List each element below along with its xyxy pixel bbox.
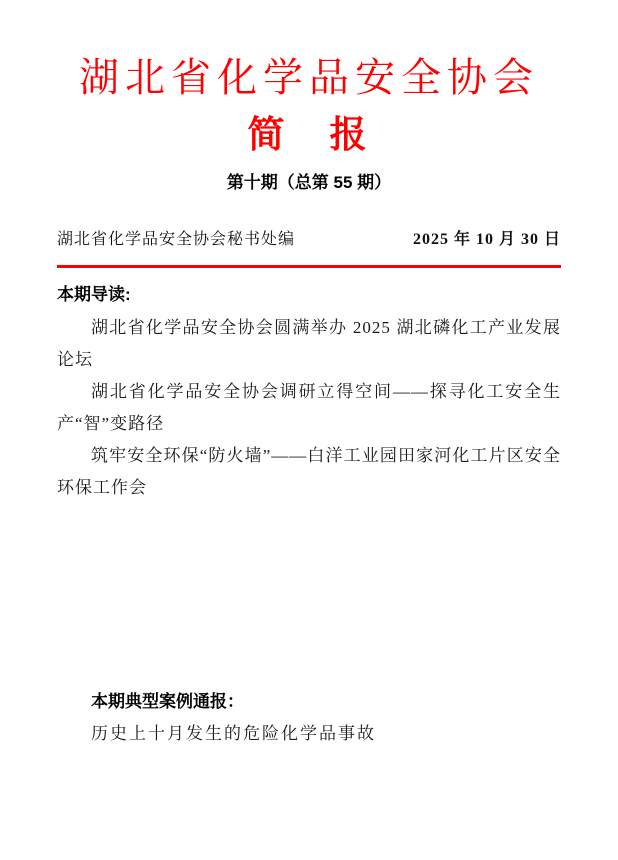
digest-item: 筑牢安全环保“防火墙”——白洋工业园田家河化工片区安全环保工作会: [57, 446, 561, 497]
digest-section: [57, 284, 561, 504]
digest-item: 湖北省化学品安全协会圆满举办 2025 湖北磷化工产业发展论坛: [57, 318, 561, 369]
issue-date: 2025 年 10 月 30 日: [412, 231, 561, 248]
cases-section: [57, 690, 561, 746]
digest-item: 湖北省化学品安全协会调研立得空间——探寻化工安全生产“智”变路径: [57, 382, 561, 433]
digest-heading: 本期导读:: [57, 285, 131, 304]
issue-number: 第十期（总第 55 期）: [226, 173, 392, 192]
editor-credit: 湖北省化学品安全协会秘书处编: [57, 231, 296, 248]
digest-body: [57, 312, 561, 504]
meta-row: [57, 228, 561, 252]
cases-item: 历史上十月发生的危险化学品事故: [91, 724, 376, 743]
red-divider-rule: [57, 265, 561, 268]
organization-title: 湖北省化学品安全协会: [79, 55, 539, 100]
cases-heading: 本期典型案例通报：: [91, 692, 244, 711]
bulletin-title: 简 报: [247, 114, 371, 155]
